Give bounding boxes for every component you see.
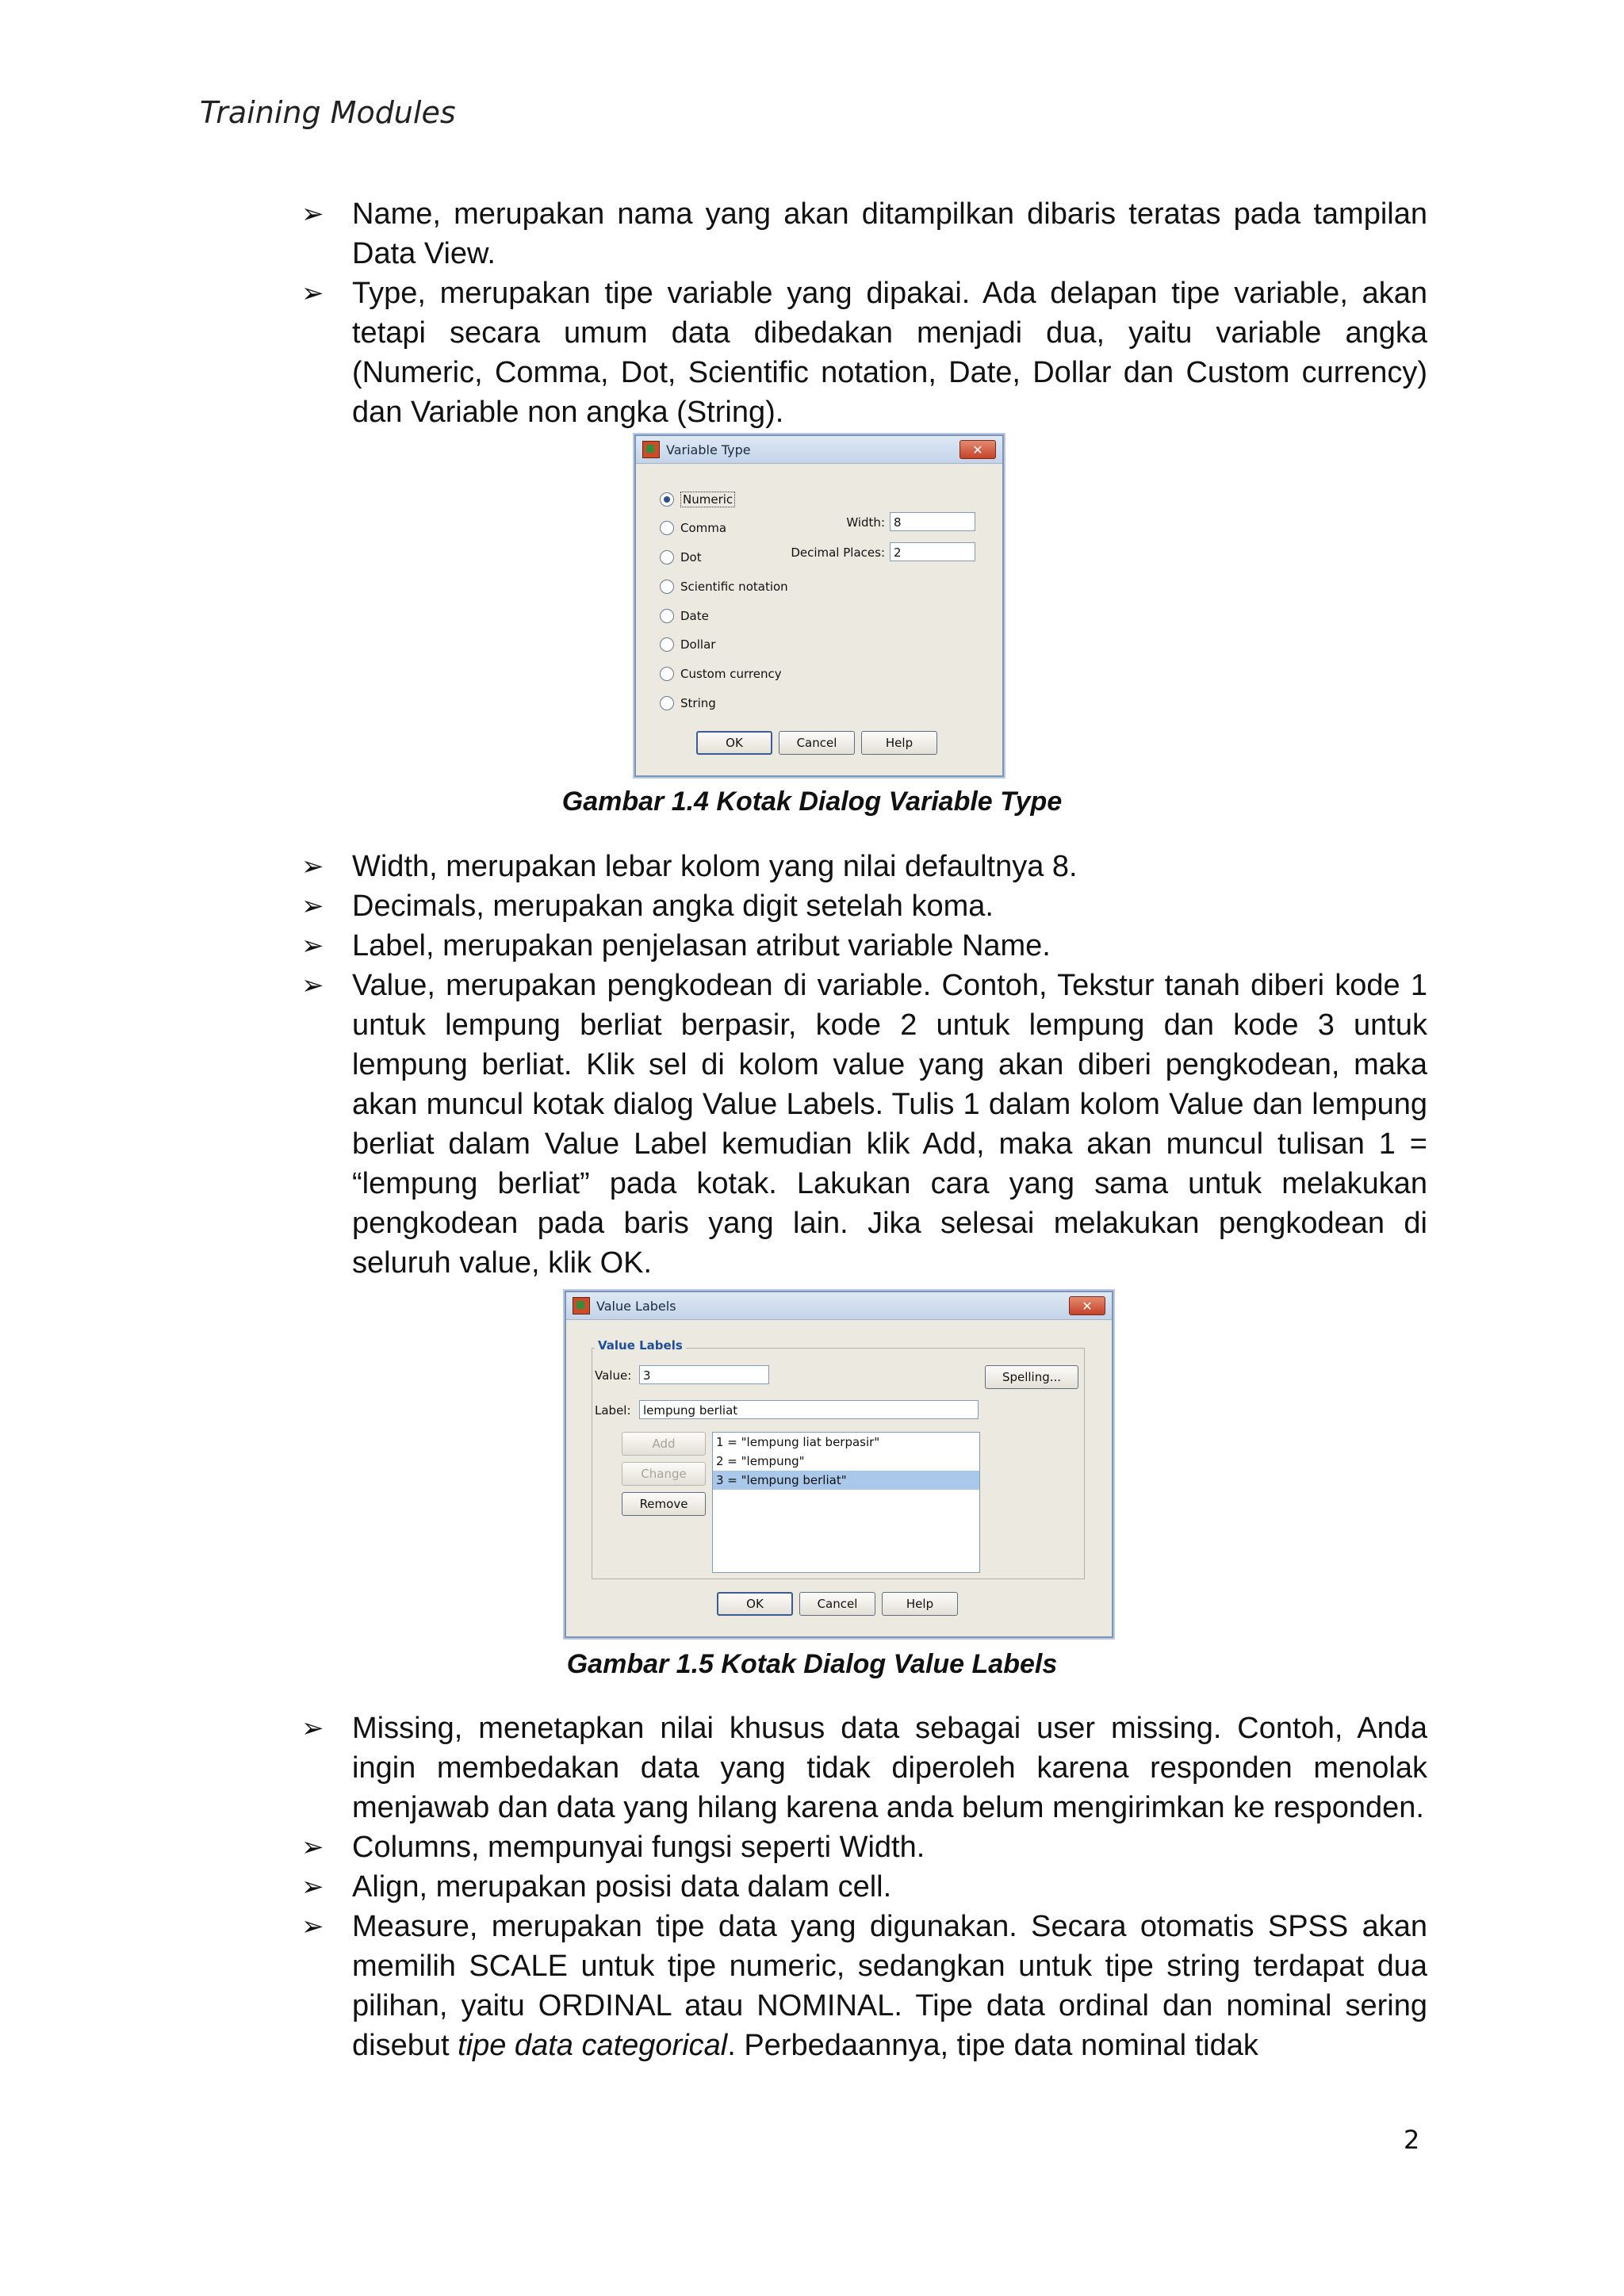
dialog-titlebar xyxy=(636,436,1002,464)
spss-app-icon xyxy=(642,441,660,458)
arrow-bullet-icon: ➢ xyxy=(301,1911,324,1942)
arrow-bullet-icon: ➢ xyxy=(301,970,324,1001)
close-button[interactable]: ✕ xyxy=(1069,1296,1105,1315)
bullet-list-middle xyxy=(301,847,1427,1283)
dialog-title: Value Labels xyxy=(596,1298,676,1314)
list-item-selected[interactable]: 3 = "lempung berliat" xyxy=(713,1471,979,1490)
list-item: ➢ Label, merupakan penjelasan atribut variable Name. xyxy=(301,926,1427,966)
label-input[interactable]: lempung berliat xyxy=(639,1400,979,1419)
spss-app-icon xyxy=(573,1297,590,1314)
decimal-places-input[interactable]: 2 xyxy=(890,542,975,561)
radio-custom-currency[interactable]: Custom currency xyxy=(660,667,782,681)
radio-icon[interactable] xyxy=(660,667,674,681)
arrow-bullet-icon: ➢ xyxy=(301,1712,324,1744)
width-input[interactable]: 8 xyxy=(890,512,975,531)
value-labels-dialog xyxy=(565,1291,1113,1638)
decimal-places-label: Decimal Places: xyxy=(791,545,885,560)
page-number: 2 xyxy=(1404,2125,1420,2155)
radio-icon[interactable] xyxy=(660,609,674,623)
help-button[interactable]: Help xyxy=(861,731,937,755)
variable-type-dialog xyxy=(634,434,1004,777)
list-item[interactable]: 1 = "lempung liat berpasir" xyxy=(716,1435,880,1449)
radio-checked-icon[interactable] xyxy=(660,492,674,507)
radio-icon[interactable] xyxy=(660,521,674,535)
group-title: Value Labels xyxy=(595,1338,686,1353)
radio-dollar[interactable]: Dollar xyxy=(660,637,715,652)
list-item: ➢ Width, merupakan lebar kolom yang nilai defaultnya 8. xyxy=(301,847,1427,886)
arrow-bullet-icon: ➢ xyxy=(301,277,324,309)
radio-icon[interactable] xyxy=(660,580,674,594)
dialog-title: Variable Type xyxy=(666,442,751,457)
list-item: ➢ Missing, menetapkan nilai khusus data sebagai user missing. Contoh, Anda ingin membedakan data yang tidak diperoleh karena responden menolak menjawab dan data yang hilang karena anda belum mengirimkan ke responden. xyxy=(301,1709,1427,1827)
arrow-bullet-icon: ➢ xyxy=(301,198,324,230)
ok-button[interactable]: OK xyxy=(696,731,772,755)
radio-comma[interactable]: Comma xyxy=(660,521,726,535)
list-item[interactable]: 2 = "lempung" xyxy=(716,1454,805,1468)
width-label: Width: xyxy=(846,515,885,530)
arrow-bullet-icon: ➢ xyxy=(301,1831,324,1863)
list-item: ➢ Type, merupakan tipe variable yang dipakai. Ada delapan tipe variable, akan tetapi secara umum data dibedakan menjadi dua, yaitu variable angka (Numeric, Comma, Dot, Scientific notation, Date, Dollar dan Custom currency) dan Variable non angka (String). xyxy=(301,274,1427,432)
list-item: ➢ Align, merupakan posisi data dalam cell. xyxy=(301,1867,1427,1907)
header-title: Training Modules xyxy=(200,95,456,130)
italic-term: tipe data categorical xyxy=(458,2029,728,2062)
value-label: Value: xyxy=(595,1368,632,1383)
dialog-titlebar xyxy=(566,1292,1112,1320)
cancel-button[interactable]: Cancel xyxy=(799,1592,875,1616)
figure-caption-1: Gambar 1.4 Kotak Dialog Variable Type xyxy=(561,786,1063,817)
list-item: ➢ Decimals, merupakan angka digit setelah koma. xyxy=(301,886,1427,926)
radio-icon[interactable] xyxy=(660,637,674,652)
help-button[interactable]: Help xyxy=(882,1592,958,1616)
list-item: ➢ Value, merupakan pengkodean di variable. Contoh, Tekstur tanah diberi kode 1 untuk lempung berliat berpasir, kode 2 untuk lempung dan kode 3 untuk lempung berliat. Klik sel di kolom value yang akan diberi pengkodean, maka akan muncul kotak dialog Value Labels. Tulis 1 dalam kolom Value dan lempung berliat dalam Value Label kemudian klik Add, maka akan muncul tulisan 1 = “lempung berliat” pada kotak. Lakukan cara yang sama untuk melakukan pengkodean pada baris yang lain. Jika selesai melakukan pengkodean di seluruh value, klik OK. xyxy=(301,966,1427,1283)
ok-button[interactable]: OK xyxy=(717,1592,793,1616)
label-label: Label: xyxy=(595,1403,631,1418)
list-item: ➢ Name, merupakan nama yang akan ditampilkan dibaris teratas pada tampilan Data View. xyxy=(301,194,1427,274)
remove-button[interactable]: Remove xyxy=(622,1492,706,1516)
radio-string[interactable]: String xyxy=(660,696,716,710)
arrow-bullet-icon: ➢ xyxy=(301,890,324,922)
radio-numeric[interactable]: Numeric xyxy=(660,492,735,507)
radio-scientific[interactable]: Scientific notation xyxy=(660,580,788,594)
arrow-bullet-icon: ➢ xyxy=(301,851,324,882)
spelling-button[interactable]: Spelling... xyxy=(985,1365,1078,1389)
list-item: ➢ Columns, mempunyai fungsi seperti Width. xyxy=(301,1827,1427,1867)
radio-icon[interactable] xyxy=(660,550,674,564)
value-labels-list[interactable] xyxy=(712,1432,980,1573)
list-item: ➢ Measure, merupakan tipe data yang digunakan. Secara otomatis SPSS akan memilih SCALE untuk tipe numeric, sedangkan untuk tipe string terdapat dua pilihan, yaitu ORDINAL atau NOMINAL. Tipe data ordinal dan nominal sering disebut tipe data categorical. Perbedaannya, tipe data nominal tidak xyxy=(301,1907,1427,2065)
value-input[interactable]: 3 xyxy=(639,1365,769,1384)
radio-icon[interactable] xyxy=(660,696,674,710)
cancel-button[interactable]: Cancel xyxy=(779,731,855,755)
arrow-bullet-icon: ➢ xyxy=(301,1871,324,1903)
bullet-list-top xyxy=(301,194,1427,432)
add-button[interactable]: Add xyxy=(622,1432,706,1456)
radio-dot[interactable]: Dot xyxy=(660,550,702,564)
arrow-bullet-icon: ➢ xyxy=(301,930,324,962)
figure-caption-2: Gambar 1.5 Kotak Dialog Value Labels xyxy=(566,1649,1058,1679)
bullet-list-bottom xyxy=(301,1709,1427,2065)
close-button[interactable]: ✕ xyxy=(959,440,996,459)
radio-date[interactable]: Date xyxy=(660,609,709,623)
change-button[interactable]: Change xyxy=(622,1462,706,1486)
